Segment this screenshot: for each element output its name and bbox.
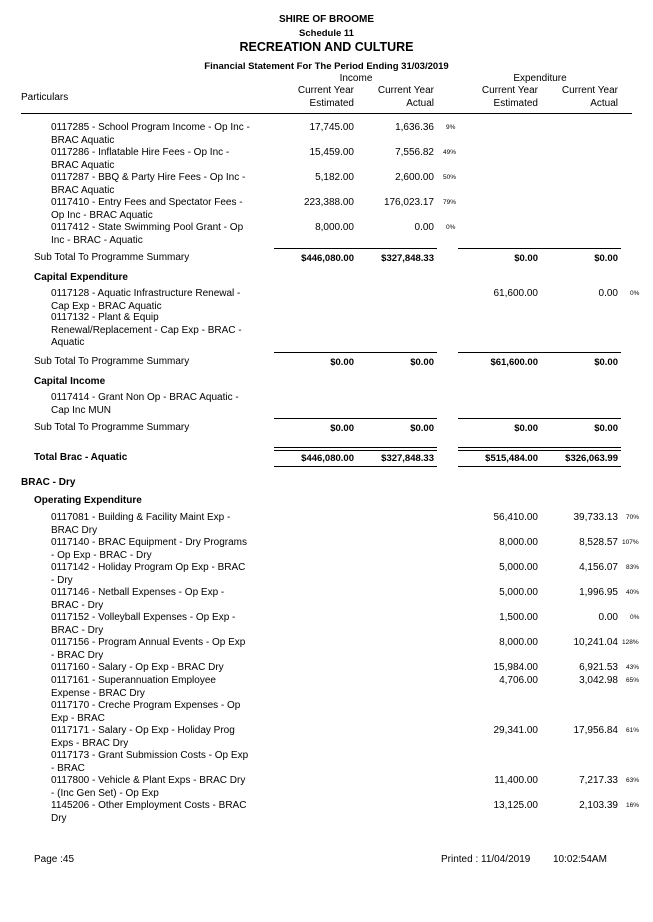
- percent: 61%: [626, 727, 640, 734]
- section-heading-capital-income: Capital Income: [34, 376, 106, 387]
- subtotal-exp-act: $0.00: [594, 423, 618, 434]
- subtotal-label: Sub Total To Programme Summary: [34, 252, 190, 263]
- col-income-actual-2: Actual: [406, 98, 434, 109]
- row-description: 0117146 - Netball Expenses - Op Exp - BRAC - Dry: [51, 587, 225, 611]
- income-rule: [274, 248, 437, 249]
- row-description: 0117152 - Volleyball Expenses - Op Exp - BRAC - Dry: [51, 612, 236, 636]
- col-exp-actual-2: Actual: [590, 98, 618, 109]
- exp-estimated: 5,000.00: [499, 562, 538, 573]
- col-exp-actual-1: Current Year: [561, 85, 618, 96]
- exp-actual: 10,241.04: [573, 637, 618, 648]
- subtotal-exp-act: $0.00: [594, 253, 618, 264]
- total-exp-est: $515,484.00: [485, 453, 538, 464]
- row-description: 0117161 - Superannuation Employee Expense - BRAC Dry: [51, 675, 216, 699]
- income-estimated: 15,459.00: [309, 147, 354, 158]
- statement-subtitle: Financial Statement For The Period Ending 31/03/2019: [204, 61, 449, 72]
- row-description: 0117140 - BRAC Equipment - Dry Programs - Op Exp - BRAC - Dry: [51, 537, 248, 561]
- percent: 0%: [630, 614, 640, 621]
- col-exp-estimated-2: Estimated: [493, 98, 538, 109]
- income-actual: 7,556.82: [395, 147, 434, 158]
- subtotal-income-est: $446,080.00: [301, 253, 354, 264]
- section-heading-operating-expenditure: Operating Expenditure: [34, 495, 142, 506]
- schedule-label: Schedule 11: [299, 28, 354, 39]
- expenditure-rule: [458, 352, 621, 353]
- income-rule: [274, 418, 437, 419]
- percent: 50%: [443, 174, 457, 181]
- subtotal-income-act: $0.00: [410, 423, 434, 434]
- percent: 65%: [626, 677, 640, 684]
- expenditure-rule: [458, 466, 621, 467]
- exp-actual: 39,733.13: [573, 512, 618, 523]
- row-description: 0117410 - Entry Fees and Spectator Fees - Op Inc - BRAC Aquatic: [51, 197, 243, 221]
- total-label: Total Brac - Aquatic: [34, 452, 128, 463]
- exp-estimated: 56,410.00: [493, 512, 538, 523]
- exp-actual: 7,217.33: [579, 775, 618, 786]
- percent: 9%: [446, 124, 456, 131]
- percent: 107%: [622, 539, 639, 546]
- total-exp-act: $326,063.99: [565, 453, 618, 464]
- percent: 63%: [626, 777, 640, 784]
- row-description: 0117132 - Plant & Equip Renewal/Replacement - Cap Exp - BRAC - Aquatic: [51, 312, 242, 348]
- percent: 16%: [626, 802, 640, 809]
- section-heading-capital-expenditure: Capital Expenditure: [34, 272, 128, 283]
- exp-actual: 6,921.53: [579, 662, 618, 673]
- income-actual: 1,636.36: [395, 122, 434, 133]
- row-description: 0117170 - Creche Program Expenses - Op Exp - BRAC: [51, 700, 241, 724]
- row-description: 0117800 - Vehicle & Plant Exps - BRAC Dry - (Inc Gen Set) - Op Exp: [51, 775, 246, 799]
- subtotal-income-est: $0.00: [330, 423, 354, 434]
- income-actual: 0.00: [414, 222, 434, 233]
- exp-actual: 0.00: [598, 612, 618, 623]
- page-number: Page :45: [34, 854, 75, 865]
- col-income-estimated-2: Estimated: [309, 98, 354, 109]
- income-rule: [274, 352, 437, 353]
- subtotal-income-est: $0.00: [330, 357, 354, 368]
- expenditure-double-rule: [458, 447, 621, 451]
- exp-actual: 17,956.84: [573, 725, 618, 736]
- row-description: 0117414 - Grant Non Op - BRAC Aquatic - Cap Inc MUN: [51, 392, 239, 416]
- org-name: SHIRE OF BROOME: [278, 14, 374, 25]
- exp-actual: 3,042.98: [579, 675, 618, 686]
- income-actual: 176,023.17: [383, 197, 434, 208]
- row-description: 0117160 - Salary - Op Exp - BRAC Dry: [51, 662, 224, 673]
- expenditure-rule: [458, 418, 621, 419]
- exp-actual: 4,156.07: [579, 562, 618, 573]
- exp-actual: 0.00: [598, 288, 618, 299]
- total-income-est: $446,080.00: [301, 453, 354, 464]
- row-description: 0117081 - Building & Facility Maint Exp - BRAC Dry: [51, 512, 231, 536]
- percent: 0%: [630, 290, 640, 297]
- row-description: 0117142 - Holiday Program Op Exp - BRAC - Dry: [51, 562, 246, 586]
- expenditure-rule: [458, 248, 621, 249]
- exp-actual: 1,996.95: [579, 587, 618, 598]
- percent: 49%: [443, 149, 457, 156]
- percent: 70%: [626, 514, 640, 521]
- row-description: 0117173 - Grant Submission Costs - Op Exp - BRAC: [51, 750, 249, 774]
- percent: 43%: [626, 664, 640, 671]
- percent: 79%: [443, 199, 457, 206]
- subtotal-income-act: $327,848.33: [381, 253, 434, 264]
- printed-time: 10:02:54AM: [553, 854, 607, 865]
- percent: 128%: [622, 639, 639, 646]
- header-divider: [21, 113, 632, 114]
- section-heading-brac-dry: BRAC - Dry: [21, 477, 76, 488]
- income-estimated: 8,000.00: [315, 222, 354, 233]
- expenditure-label: Expenditure: [513, 73, 567, 84]
- exp-estimated: 5,000.00: [499, 587, 538, 598]
- subtotal-label: Sub Total To Programme Summary: [34, 422, 190, 433]
- income-estimated: 5,182.00: [315, 172, 354, 183]
- row-description: 0117156 - Program Annual Events - Op Exp - BRAC Dry: [51, 637, 246, 661]
- subtotal-label: Sub Total To Programme Summary: [34, 356, 190, 367]
- exp-estimated: 11,400.00: [494, 775, 538, 786]
- row-description: 0117128 - Aquatic Infrastructure Renewal - Cap Exp - BRAC Aquatic: [51, 288, 241, 312]
- income-label: Income: [339, 73, 373, 84]
- row-description: 0117285 - School Program Income - Op Inc - BRAC Aquatic: [51, 122, 250, 146]
- row-description: 0117412 - State Swimming Pool Grant - Op Inc - BRAC - Aquatic: [51, 222, 244, 246]
- income-double-rule: [274, 447, 437, 451]
- exp-actual: 8,528.57: [579, 537, 618, 548]
- row-description: 1145206 - Other Employment Costs - BRAC Dry: [51, 800, 247, 824]
- particulars-label: Particulars: [21, 92, 69, 103]
- percent: 40%: [626, 589, 640, 596]
- percent: 83%: [626, 564, 640, 571]
- printed-date: Printed : 11/04/2019: [441, 854, 531, 865]
- subtotal-exp-act: $0.00: [594, 357, 618, 368]
- income-rule: [274, 466, 437, 467]
- exp-estimated: 61,600.00: [493, 288, 538, 299]
- income-estimated: 223,388.00: [303, 197, 354, 208]
- exp-estimated: 4,706.00: [499, 675, 538, 686]
- col-income-estimated-1: Current Year: [297, 85, 354, 96]
- subtotal-exp-est: $0.00: [514, 253, 538, 264]
- col-exp-estimated-1: Current Year: [481, 85, 538, 96]
- row-description: 0117287 - BBQ & Party Hire Fees - Op Inc - BRAC Aquatic: [51, 172, 246, 196]
- subtotal-exp-est: $61,600.00: [490, 357, 538, 368]
- total-income-act: $327,848.33: [381, 453, 434, 464]
- exp-estimated: 1,500.00: [499, 612, 538, 623]
- exp-estimated: 8,000.00: [499, 637, 538, 648]
- subtotal-exp-est: $0.00: [514, 423, 538, 434]
- row-description: 0117286 - Inflatable Hire Fees - Op Inc - BRAC Aquatic: [51, 147, 230, 171]
- income-actual: 2,600.00: [395, 172, 434, 183]
- subtotal-income-act: $0.00: [410, 357, 434, 368]
- page-title: RECREATION AND CULTURE: [239, 40, 414, 54]
- exp-estimated: 8,000.00: [499, 537, 538, 548]
- exp-actual: 2,103.39: [579, 800, 618, 811]
- exp-estimated: 29,341.00: [493, 725, 538, 736]
- row-description: 0117171 - Salary - Op Exp - Holiday Prog Exps - BRAC Dry: [51, 725, 235, 749]
- exp-estimated: 13,125.00: [493, 800, 538, 811]
- percent: 0%: [446, 224, 456, 231]
- exp-estimated: 15,984.00: [493, 662, 538, 673]
- income-estimated: 17,745.00: [309, 122, 354, 133]
- col-income-actual-1: Current Year: [377, 85, 434, 96]
